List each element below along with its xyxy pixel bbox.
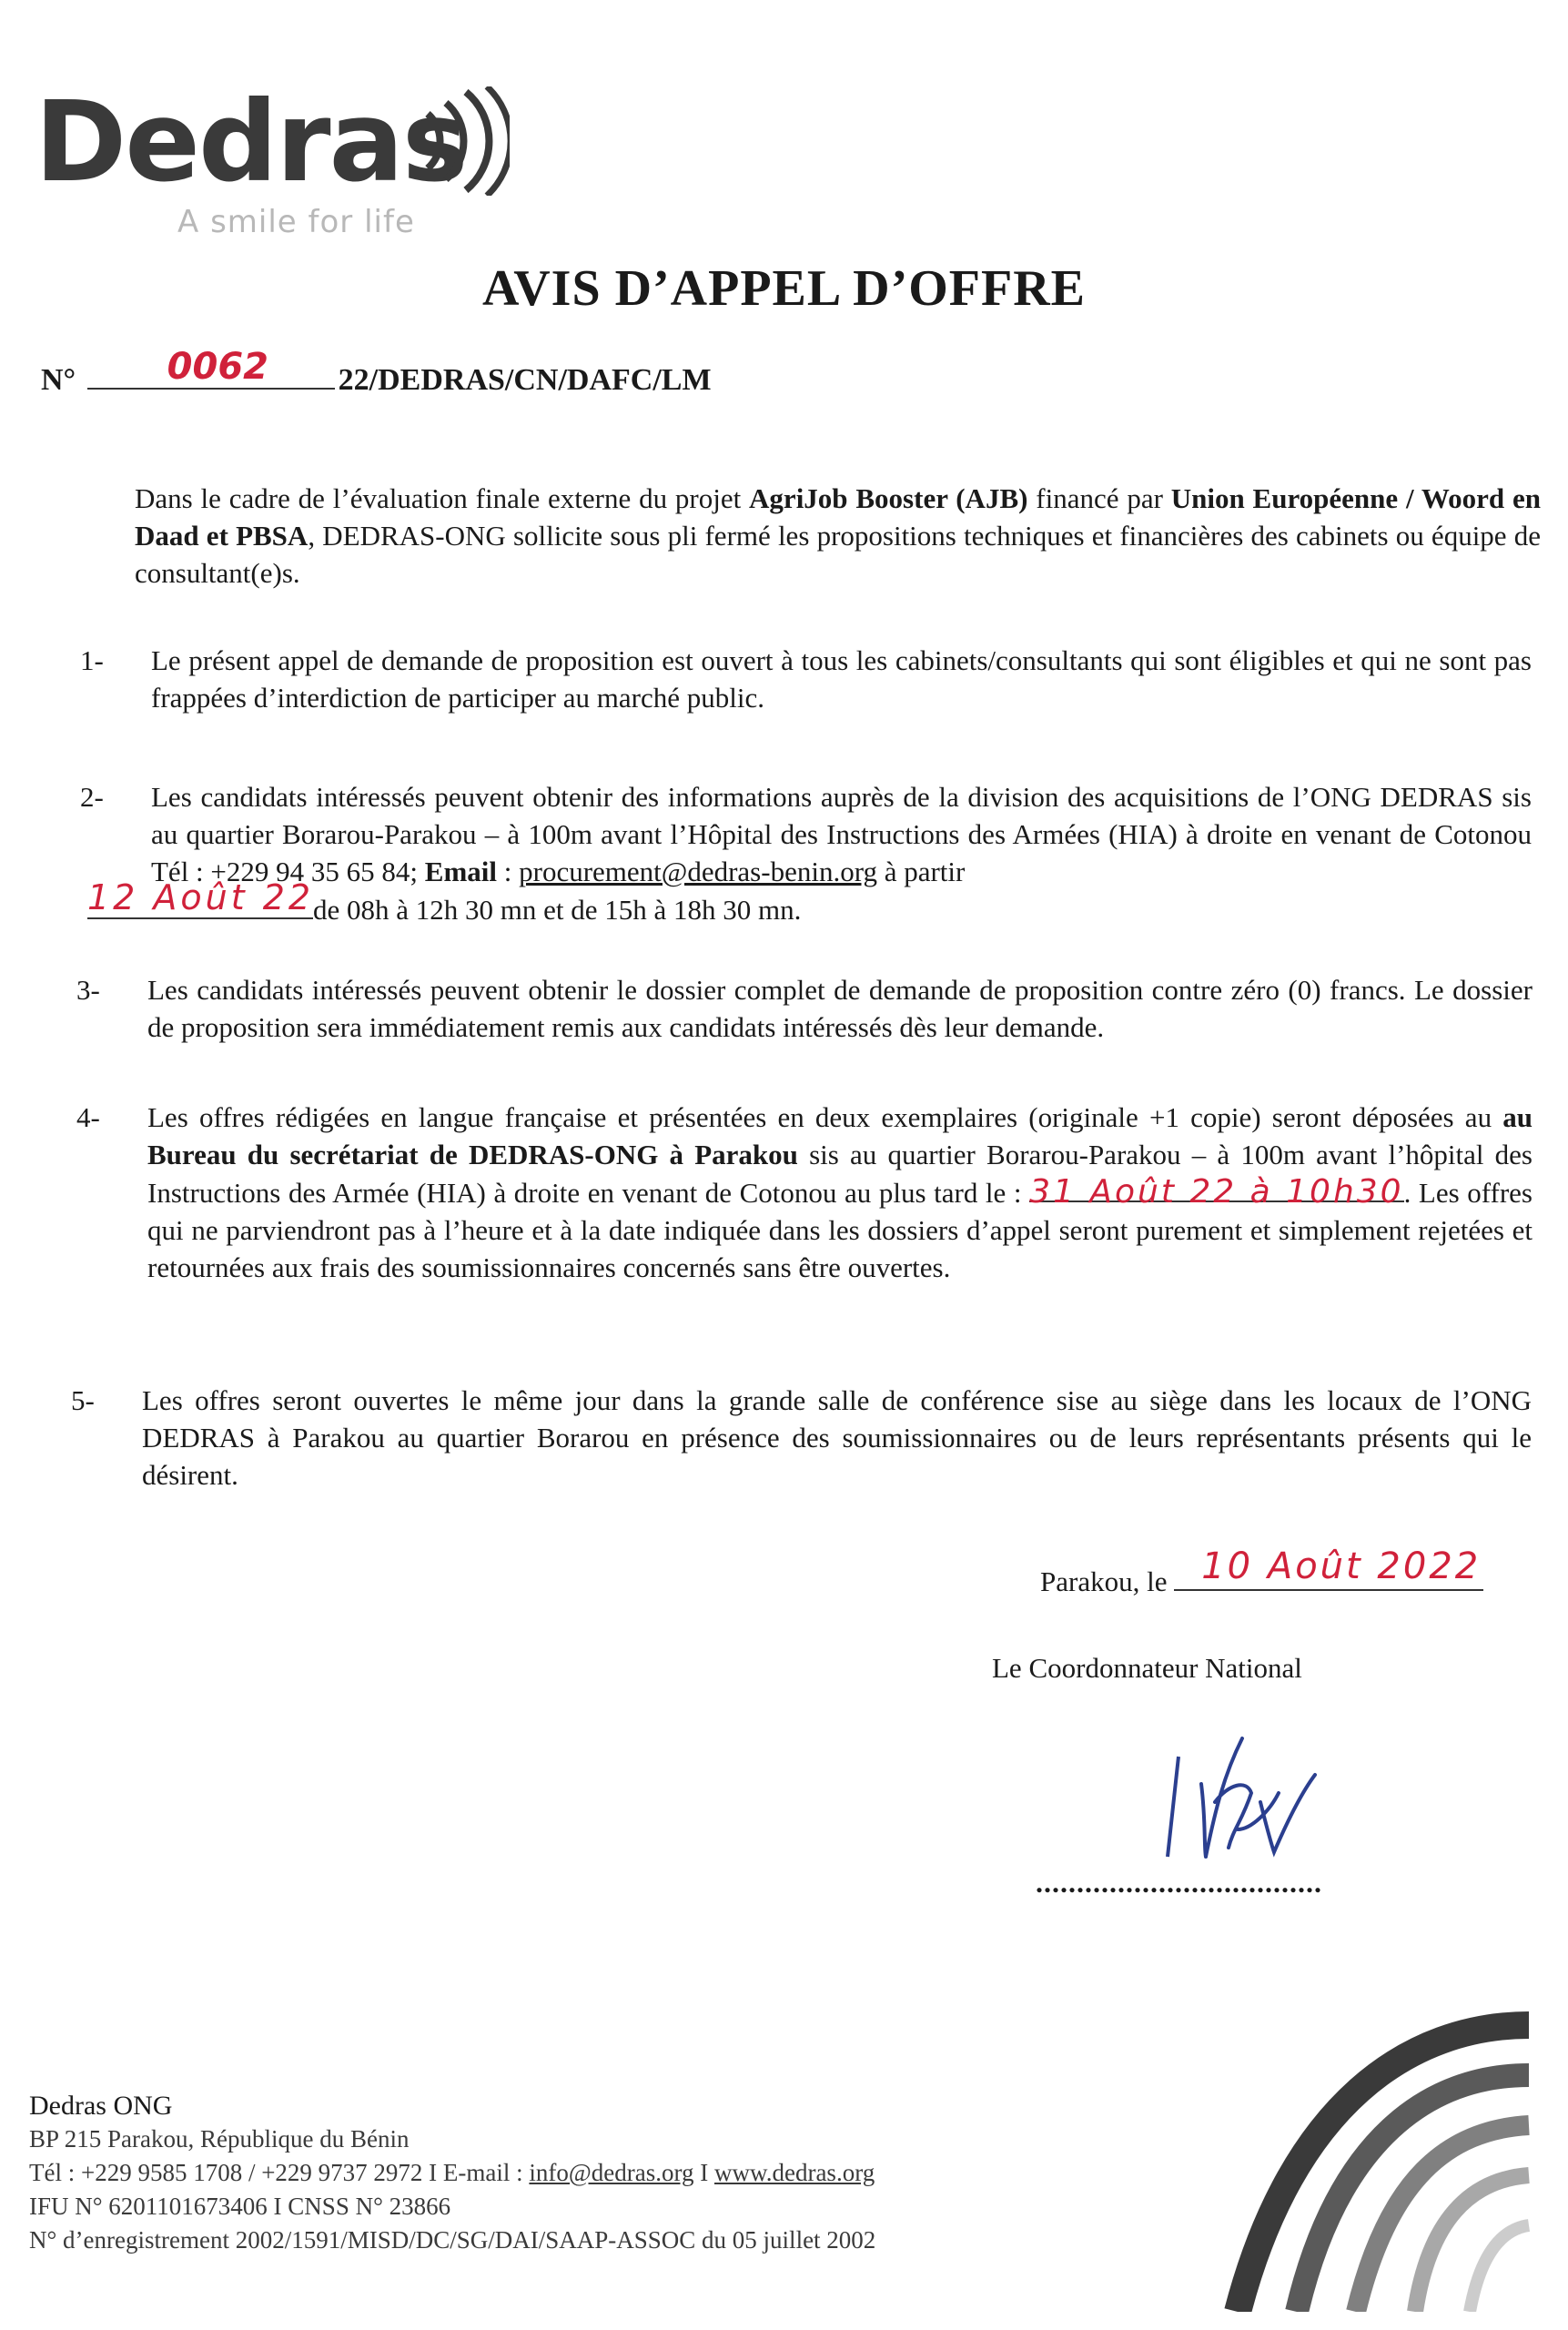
date-fill-line xyxy=(87,877,315,919)
office-location: au Bureau du secrétariat de DEDRAS-ONG à Parakou xyxy=(147,1101,1533,1170)
corner-waves-icon xyxy=(1147,2002,1538,2312)
project-name: AgriJob Booster (AJB) xyxy=(749,482,1028,514)
item-text-part: : xyxy=(497,856,520,887)
list-item xyxy=(80,778,1532,928)
deadline-fill-line xyxy=(1029,1173,1404,1211)
item-text: Les candidats intéressés peuvent obtenir le dossier complet de demande de proposition contre zéro (0) francs. Le dossier de proposition sera immédiatement remis aux candidats intéressés dès leur demande. xyxy=(147,974,1533,1043)
item-number: 5- xyxy=(71,1384,95,1416)
item-text-part: de 08h à 12h 30 mn et de 15h à 18h 30 mn. xyxy=(313,894,802,926)
footer-ids: IFU N° 6201101673406 I CNSS N° 23866 xyxy=(29,2193,451,2220)
handwritten-number: 0062 xyxy=(167,346,268,388)
item-text: Le présent appel de demande de proposition est ouvert à tous les cabinets/consultants qui sont éligibles et qui ne sont pas frappées d’interdiction de participer au marché public. xyxy=(151,644,1532,714)
item-text-part: Les candidats intéressés peuvent obtenir des informations auprès de la division des acquisitions de l’ONG DEDRAS sis au quartier Borarou-Parakou – à 100m avant l’Hôpital des Instructions des Armées (HIA) à droite en venant de Cotonou Tél : +229 94 35 65 84; xyxy=(151,781,1532,887)
item-number: 4- xyxy=(76,1101,100,1133)
signature-line: ................................... xyxy=(1036,1866,1322,1899)
list-item xyxy=(76,1099,1533,1286)
footer-website-link[interactable]: www.dedras.org xyxy=(713,2159,875,2186)
list-item xyxy=(71,1382,1532,1494)
item-text-part: sis au quartier Borarou-Parakou – à 100m avant l’hôpital des Instructions des Armée (HIA) à droite en venant de Cotonou au plus tard le : xyxy=(147,1139,1533,1209)
signature-icon xyxy=(1151,1720,1324,1866)
list-item xyxy=(76,971,1533,1046)
item-number: 3- xyxy=(76,974,100,1006)
footer-contact xyxy=(29,2156,875,2190)
dedras-logo: Dedras xyxy=(35,77,467,207)
footer xyxy=(29,2089,875,2257)
footer-email-link[interactable]: info@dedras.org xyxy=(529,2159,694,2186)
reference-fill-line xyxy=(87,346,335,390)
item-text: Les offres seront ouvertes le même jour dans la grande salle de conférence sise au siège dans les locaux de l’ONG DEDRAS à Parakou au quartier Borarou en présence des soumissionnaires ou de leurs représentants présents qui le désirent. xyxy=(142,1384,1532,1491)
handwritten-deadline: 31 Août 22 à 10h30 xyxy=(1029,1173,1404,1211)
item-number: 1- xyxy=(80,644,104,676)
reference-prefix: N° xyxy=(41,363,76,397)
item-text-part: Les offres rédigées en langue française et présentées en deux exemplaires (originale +1 copie) seront déposées au xyxy=(147,1101,1503,1133)
footer-address: BP 215 Parakou, République du Bénin xyxy=(29,2125,410,2153)
item-text-part: à partir xyxy=(876,856,966,887)
list-item xyxy=(80,642,1532,716)
item-number: 2- xyxy=(80,781,104,813)
email-label: Email xyxy=(424,856,498,887)
reference-suffix: 22/DEDRAS/CN/DAFC/LM xyxy=(338,363,712,397)
handwritten-date: 12 Août 22 xyxy=(87,877,315,917)
item-text-part: . Les offres qui ne parviendront pas à l’heure et à la date indiquée dans les dossiers d’appel seront purement et simplement rejetées et retournées aux frais des soumissionnaires concernés sans être ouvertes. xyxy=(147,1177,1533,1283)
intro-text: financé par xyxy=(1027,482,1171,514)
footer-registration: N° d’enregistrement 2002/1591/MISD/DC/SG/DAI/SAAP-ASSOC du 05 juillet 2002 xyxy=(29,2226,876,2254)
signatory-title: Le Coordonnateur National xyxy=(992,1652,1302,1684)
procurement-email-link[interactable]: procurement@dedras-benin.org xyxy=(519,856,877,887)
place-date xyxy=(1040,1545,1483,1598)
logo-waves-icon xyxy=(410,86,510,196)
intro-paragraph xyxy=(135,480,1541,592)
footer-separator: I xyxy=(693,2159,714,2186)
item-text xyxy=(147,1099,1533,1286)
item-text xyxy=(87,778,1532,928)
intro-text: , DEDRAS-ONG sollicite sous pli fermé les propositions techniques et financières des cabinets ou équipe de consultant(e)s. xyxy=(135,520,1542,589)
footer-org: Dedras ONG xyxy=(29,2091,173,2121)
intro-text: Dans le cadre de l’évaluation finale externe du projet xyxy=(135,482,750,514)
date-fill-line xyxy=(1174,1545,1483,1591)
place-label: Parakou, le xyxy=(1040,1565,1168,1597)
reference-number xyxy=(41,346,712,398)
funders: Union Européenne / Woord en Daad et PBSA xyxy=(135,482,1542,552)
footer-tel: Tél : +229 9585 1708 / +229 9737 2972 I E-mail : xyxy=(29,2159,530,2186)
logo-tagline: A smile for life xyxy=(177,204,415,240)
page-title: AVIS D’APPEL D’OFFRE xyxy=(481,260,1086,317)
handwritten-signing-date: 10 Août 2022 xyxy=(1201,1545,1482,1587)
